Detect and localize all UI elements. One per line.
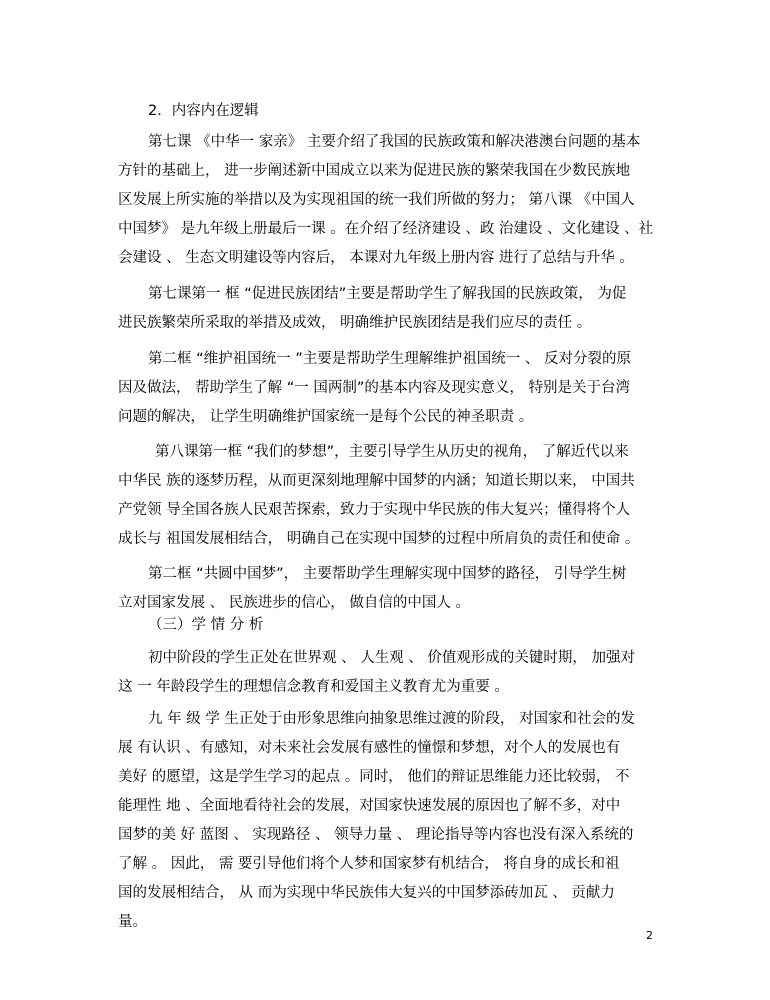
- paragraph-line: 区发展上所实施的举措以及为实现祖国的统一我们所做的努力； 第八课 《中国人: [118, 192, 635, 208]
- paragraph-line: 国梦的美 好 蓝图 、 实现路径 、 领导力量 、 理论指导等内容也没有深入系统的: [118, 827, 634, 843]
- paragraph-line: 方针的基础上， 进一步阐述新中国成立以来为促进民族的繁荣我国在少数民族地: [118, 163, 631, 179]
- paragraph-line: 九 年 级 学 生正处于由形象思维向抽象思维过渡的阶段， 对国家和社会的发: [148, 711, 636, 727]
- paragraph-line: 第八课第一框 “我们的梦想”，主要引导学生从历史的视角， 了解近代以来: [155, 444, 629, 460]
- paragraph-line: 美好 的愿望，这是学生学习的起点 。同时， 他们的辩证思维能力还比较弱， 不: [118, 769, 630, 785]
- paragraph-line: 因及做法， 帮助学生了解 “一 国两制”的基本内容及现实意义， 特别是关于台湾: [118, 380, 630, 396]
- section-heading: 2．内容内在逻辑: [148, 103, 259, 119]
- paragraph-line: 第七课 《中华一 家亲》 主要介绍了我国的民族政策和解决港澳台问题的基本: [148, 134, 641, 150]
- paragraph-line: 量。: [118, 914, 147, 930]
- paragraph-line: 了解 。 因此， 需 要引导他们将个人梦和国家梦有机结合， 将自身的成长和祖: [118, 856, 620, 872]
- paragraph-line: 这 一 年龄段学生的理想信念教育和爱国主义教育尤为重要 。: [118, 679, 509, 695]
- paragraph-line: 成长与 祖国发展相结合， 明确自己在实现中国梦的过程中所肩负的责任和使命 。: [118, 531, 640, 547]
- page-number: 2: [646, 929, 653, 942]
- paragraph-line: 会建设 、 生态文明建设等内容后， 本课对九年级上册内容 进行了总结与升华 。: [118, 250, 635, 266]
- paragraph-line: 第二框 “维护祖国统一 ”主要是帮助学生理解维护祖国统一 、 反对分裂的原: [148, 351, 631, 367]
- paragraph-line: 第二框 “共圆中国梦”， 主要帮助学生理解实现中国梦的路径， 引导学生树: [148, 566, 627, 582]
- paragraph-line: 初中阶段的学生正处在世界观 、 人生观 、 价值观形成的关键时期， 加强对: [148, 650, 636, 666]
- paragraph-line: 进民族繁荣所采取的举措及成效， 明确维护民族团结是我们应尽的责任 。: [118, 315, 592, 331]
- paragraph-line: 中国梦》 是九年级上册最后一课 。在介绍了经济建设 、政 治建设 、文化建设 、社: [118, 221, 654, 237]
- paragraph-line: 第七课第一 框 “促进民族团结”主要是帮助学生了解我国的民族政策， 为促: [148, 286, 627, 302]
- paragraph-line: 中华民 族的逐梦历程，从而更深刻地理解中国梦的内涵；知道长期以来， 中国共: [118, 473, 635, 489]
- paragraph-line: 展 有认识 、有感知，对未来社会发展有感性的憧憬和梦想，对个人的发展也有: [118, 740, 621, 756]
- paragraph-line: 问题的解决， 让学生明确维护国家统一是每个公民的神圣职责 。: [118, 409, 534, 425]
- section-heading: （三）学 情 分 析: [148, 617, 264, 633]
- paragraph-line: 产党领 导全国各族人民艰苦探索，致力于实现中华民族的伟大复兴；懂得将个人: [118, 502, 631, 518]
- paragraph-line: 国的发展相结合， 从 而为实现中华民族伟大复兴的中国梦添砖加瓦 、 贡献力: [118, 885, 615, 901]
- paragraph-line: 能理性 地 、全面地看待社会的发展，对国家快速发展的原因也了解不多，对中: [118, 798, 621, 814]
- paragraph-line: 立对国家发展 、 民族进步的信心， 做自信的中国人 。: [118, 595, 470, 611]
